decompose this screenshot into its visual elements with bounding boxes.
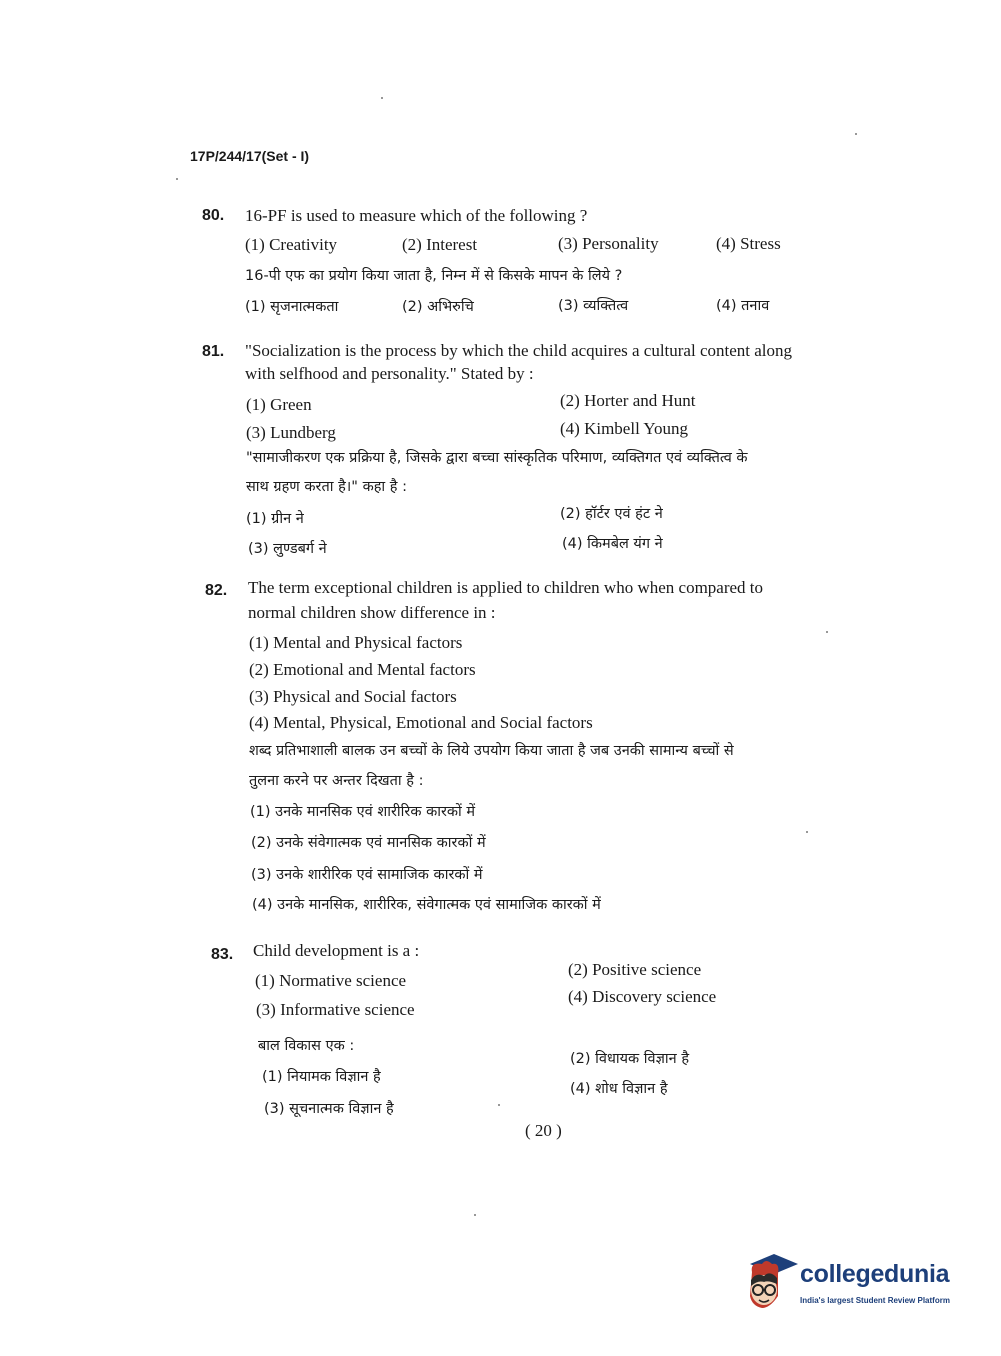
option-en: (4) Stress	[716, 234, 781, 253]
paper-code: 17P/244/17(Set - I)	[190, 148, 310, 164]
option-hi: (4) किमबेल यंग ने	[562, 536, 663, 552]
question-text-hindi: तुलना करने पर अन्तर दिखता है :	[249, 773, 424, 789]
question-text-hindi: बाल विकास एक :	[258, 1038, 355, 1054]
option-en: (2) Positive science	[568, 960, 702, 979]
question-text-hindi: शब्द प्रतिभाशाली बालक उन बच्चों के लिये उपयोग किया जाता है जब उनकी सामान्य बच्चों से	[249, 743, 734, 759]
scan-speck	[176, 178, 178, 180]
graduate-mascot-icon	[742, 1250, 798, 1314]
question-number: 83.	[211, 946, 234, 963]
option-en: (3) Personality	[558, 234, 659, 253]
option-en: (2) Horter and Hunt	[560, 391, 696, 410]
scan-speck	[474, 1214, 476, 1216]
option-en: (4) Mental, Physical, Emotional and Social factors	[249, 713, 593, 732]
option-hi: (2) उनके संवेगात्मक एवं मानसिक कारकों में	[251, 835, 486, 851]
question-text: with selfhood and personality." Stated by :	[245, 364, 534, 383]
question-text: normal children show difference in :	[248, 603, 496, 622]
scan-speck	[826, 631, 828, 633]
option-en: (1) Creativity	[245, 235, 338, 254]
option-hi: (3) लुण्डबर्ग ने	[248, 541, 327, 557]
option-hi: (4) उनके मानसिक, शारीरिक, संवेगात्मक एवं सामाजिक कारकों में	[252, 897, 601, 913]
option-hi: (1) नियामक विज्ञान है	[262, 1069, 381, 1085]
option-hi: (2) अभिरुचि	[402, 299, 474, 315]
option-en: (4) Discovery science	[568, 987, 717, 1006]
option-hi: (1) उनके मानसिक एवं शारीरिक कारकों में	[250, 804, 476, 820]
option-en: (2) Emotional and Mental factors	[249, 660, 476, 679]
option-en: (2) Interest	[402, 235, 478, 254]
option-hi: (4) तनाव	[716, 298, 770, 314]
question-text: The term exceptional children is applied to children who when compared to	[248, 578, 764, 597]
option-en: (3) Physical and Social factors	[249, 687, 457, 706]
option-hi: (1) ग्रीन ने	[246, 511, 304, 527]
option-hi: (3) उनके शारीरिक एवं सामाजिक कारकों में	[251, 867, 483, 883]
scan-speck	[498, 1104, 500, 1106]
option-hi: (3) सूचनात्मक विज्ञान है	[264, 1101, 394, 1117]
option-en: (3) Informative science	[256, 1000, 415, 1019]
option-en: (3) Lundberg	[246, 423, 336, 442]
scan-speck	[806, 831, 808, 833]
option-hi: (2) विधायक विज्ञान है	[570, 1051, 690, 1067]
collegedunia-watermark	[742, 1250, 972, 1314]
question-text: 16-PF is used to measure which of the following ?	[245, 206, 588, 225]
question-number: 82.	[205, 582, 228, 599]
question-text-hindi: 16-पी एफ का प्रयोग किया जाता है, निम्न में से किसके मापन के लिये ?	[245, 268, 623, 284]
question-text: "Socialization is the process by which the child acquires a cultural content along	[245, 341, 792, 360]
option-hi: (2) हॉर्टर एवं हंट ने	[560, 506, 663, 522]
scan-speck	[855, 133, 857, 135]
option-en: (1) Mental and Physical factors	[249, 633, 463, 652]
option-en: (4) Kimbell Young	[560, 419, 688, 438]
option-hi: (1) सृजनात्मकता	[245, 299, 339, 315]
option-hi: (3) व्यक्तित्व	[558, 298, 629, 314]
question-text-hindi: साथ ग्रहण करता है।" कहा है :	[246, 479, 407, 495]
option-en: (1) Normative science	[255, 971, 407, 990]
page-number: ( 20 )	[525, 1121, 562, 1140]
question-text-hindi: "सामाजीकरण एक प्रक्रिया है, जिसके द्वारा बच्चा सांस्कृतिक परिमाण, व्यक्तिगत एवं व्यक्तित्व के	[246, 450, 748, 466]
question-number: 81.	[202, 343, 225, 360]
question-text: Child development is a :	[253, 941, 420, 960]
option-en: (1) Green	[246, 395, 312, 414]
brand-tagline: India's largest Student Review Platform	[800, 1296, 950, 1305]
option-hi: (4) शोध विज्ञान है	[570, 1081, 668, 1097]
question-number: 80.	[202, 207, 225, 224]
brand-name: collegedunia	[800, 1260, 950, 1288]
scan-speck	[381, 97, 383, 99]
